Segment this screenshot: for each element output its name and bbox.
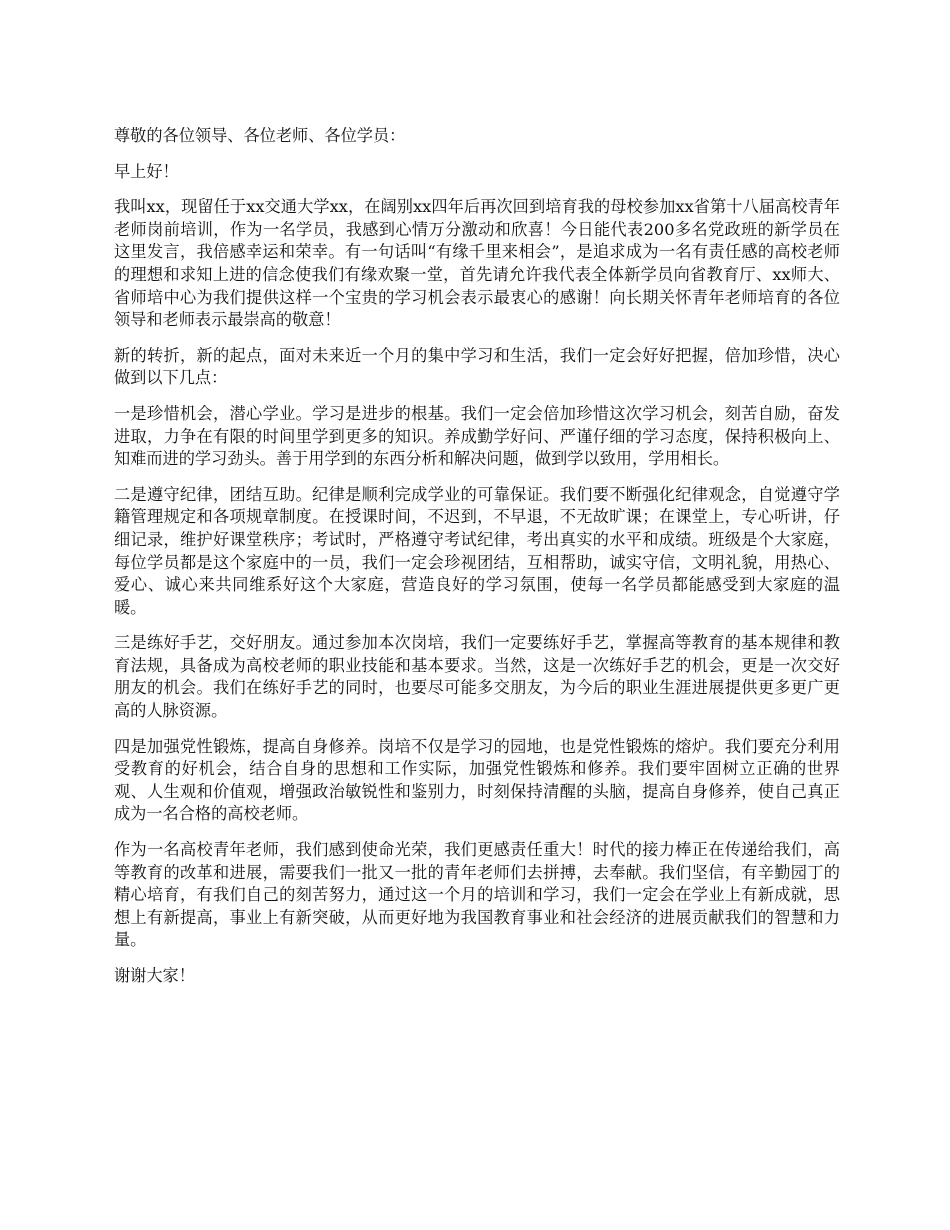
document-body	[114, 125, 840, 1001]
salutation: 尊敬的各位领导、各位老师、各位学员：	[114, 126, 406, 145]
paragraph-point-four: 四是加强党性锻炼，提高自身修养。岗培不仅是学习的园地，也是党性锻炼的熔炉。我们要充分利用受教育的好机会，结合自身的思想和工作实际，加强党性锻炼和修养。我们要牢固树立正确的世界观、人生观和价值观，增强政治敏锐性和鉴别力，时刻保持清醒的头脑，提高自身修养，使自己真正成为一名合格的高校老师。	[114, 736, 840, 824]
paragraph-point-three: 三是练好手艺，交好朋友。通过参加本次岗培，我们一定要练好手艺，掌握高等教育的基本规律和教育法规，具备成为高校老师的职业技能和基本要求。当然，这是一次练好手艺的机会，更是一次交好朋友的机会。我们在练好手艺的同时，也要尽可能多交朋友，为今后的职业生涯进展提供更多更广更高的人脉资源。	[114, 633, 840, 721]
paragraph-introduction: 我叫xx，现留任于xx交通大学xx，在阔别xx四年后再次回到培育我的母校参加xx省第十八届高校青年老师岗前培训，作为一名学员，我感到心情万分激动和欣喜！今日能代表200多名党政班的新学员在这里发言，我倍感幸运和荣幸。有一句话叫“有缘千里来相会”，是追求成为一名有责任感的高校老师的理想和求知上进的信念使我们有缘欢聚一堂，首先请允许我代表全体新学员向省教育厅、xx师大、省师培中心为我们提供这样一个宝贵的学习机会表示最衷心的感谢！向长期关怀青年老师培育的各位领导和老师表示最崇高的敬意！	[114, 197, 840, 330]
paragraph-point-one: 一是珍惜机会，潜心学业。学习是进步的根基。我们一定会倍加珍惜这次学习机会，刻苦自励，奋发进取，力争在有限的时间里学到更多的知识。养成勤学好问、严谨仔细的学习态度，保持积极向上、知难而进的学习劲头。善于用学到的东西分析和解决问题，做到学以致用，学用相长。	[114, 403, 840, 469]
paragraph-conclusion: 作为一名高校青年老师，我们感到使命光荣，我们更感责任重大！时代的接力棒正在传递给我们，高等教育的改革和进展，需要我们一批又一批的青年老师们去拼搏，去奉献。我们坚信，有辛勤园丁的精心培育，有我们自己的刻苦努力，通过这一个月的培训和学习，我们一定会在学业上有新成就，思想上有新提高，事业上有新突破，从而更好地为我国教育事业和社会经济的进展贡献我们的智慧和力量。	[114, 840, 840, 950]
closing-thanks: 谢谢大家！	[114, 966, 195, 985]
paragraph-point-two: 二是遵守纪律，团结互助。纪律是顺利完成学业的可靠保证。我们要不断强化纪律观念，自觉遵守学籍管理规定和各项规章制度。在授课时间，不迟到，不早退，不无故旷课；在课堂上，专心听讲，仔细记录，维护好课堂秩序；考试时，严格遵守考试纪律，考出真实的水平和成绩。班级是个大家庭，每位学员都是这个家庭中的一员，我们一定会珍视团结，互相帮助，诚实守信，文明礼貌，用热心、爱心、诚心来共同维系好这个大家庭，营造良好的学习氛围，使每一名学员都能感受到大家庭的温暖。	[114, 484, 840, 617]
paragraph-resolution: 新的转折，新的起点，面对未来近一个月的集中学习和生活，我们一定会好好把握，倍加珍惜，决心做到以下几点：	[114, 345, 840, 388]
greeting: 早上好！	[114, 161, 179, 181]
